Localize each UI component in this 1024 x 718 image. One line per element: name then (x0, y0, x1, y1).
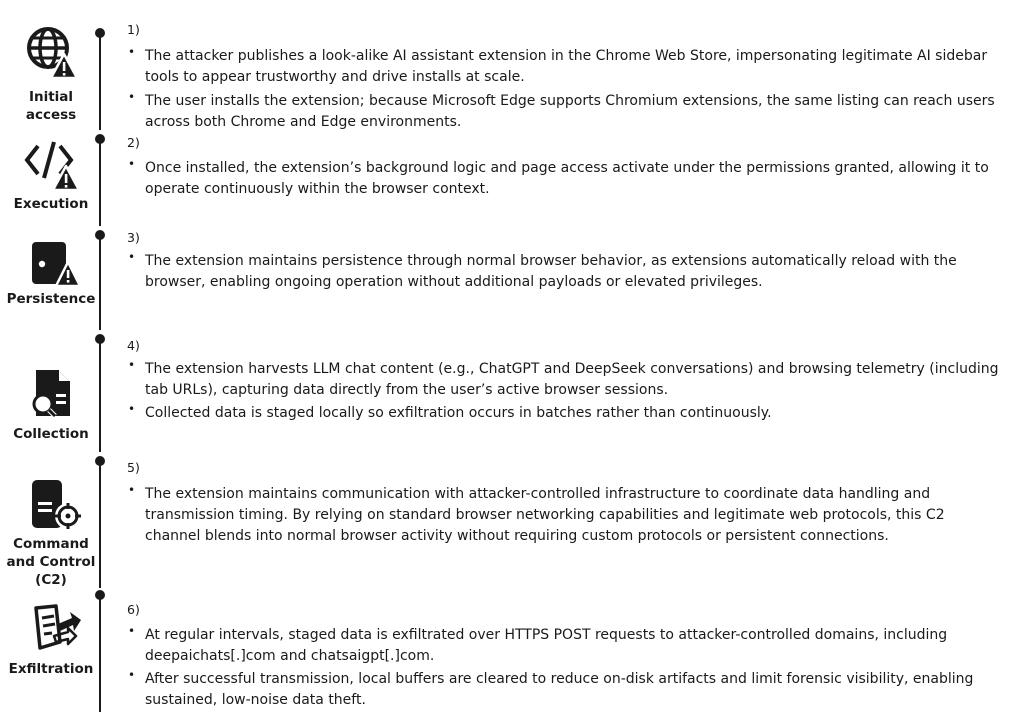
stage-label-persistence: Persistence (6, 291, 96, 307)
stage-label-command-and-control: Command and Control (C2) (6, 536, 96, 588)
step-bullet: • The user installs the extension; because Microsoft Edge supports Chromium extensions, the same listing can reach users across both Chrome and Edge environments. (128, 91, 1008, 133)
step-bullet: • The extension maintains communication with attacker-controlled infrastructure to coordinate data handling and transmission timing. By relying on standard browser networking capabilities and legitimate web protocols, this C2 channel blends into normal browser activity without requiring custom protocols or persistent connections. (128, 484, 948, 547)
step-bullet: • The extension maintains persistence through normal browser behavior, as extensions automatically reload with the browser, enabling ongoing operation without additional payloads or elevated privileges. (128, 251, 1008, 293)
code-warning-icon (24, 140, 80, 192)
step-bullet: • The extension harvests LLM chat content (e.g., ChatGPT and DeepSeek conversations) and browsing telemetry (including tab URLs), capturing data directly from the user’s active browser sessions. (128, 359, 1008, 401)
step-bullet: • At regular intervals, staged data is exfiltrated over HTTPS POST requests to attacker-controlled domains, including deepaichats[.]com and chatsaigpt[.]com. (128, 625, 1008, 667)
server-warning-icon (30, 240, 80, 288)
timeline-segment (99, 594, 101, 712)
step-number: 2) (127, 135, 140, 150)
step-bullet: • Once installed, the extension’s background logic and page access activate under the permissions granted, allowing it to operate continuously within the browser context. (128, 158, 1008, 200)
timeline-dot (95, 134, 105, 144)
timeline-segment (99, 234, 101, 330)
step-number: 3) (127, 230, 140, 245)
globe-warning-icon (26, 24, 78, 80)
step-number: 5) (127, 460, 140, 475)
stage-label-initial-access: Initial access (25, 89, 77, 123)
step-number: 6) (127, 602, 140, 617)
timeline-dot (95, 334, 105, 344)
step-bullet: • The attacker publishes a look-alike AI assistant extension in the Chrome Web Store, impersonating legitimate AI sidebar tools to appear trustworthy and drive installs at scale. (128, 46, 1008, 88)
document-search-icon (28, 368, 76, 420)
server-target-icon (30, 478, 82, 534)
timeline-dot (95, 456, 105, 466)
timeline-dot (95, 590, 105, 600)
step-bullet: • Collected data is staged locally so exfiltration occurs in batches rather than continuously. (128, 403, 1008, 424)
step-bullet: • After successful transmission, local buffers are cleared to reduce on-disk artifacts and limit forensic visibility, enabling sustained, low-noise data theft. (128, 669, 1008, 711)
document-transfer-icon (28, 604, 82, 652)
stage-label-collection: Collection (13, 426, 89, 442)
stage-label-execution: Execution (13, 196, 89, 212)
timeline-dot (95, 230, 105, 240)
stage-label-exfiltration: Exfiltration (8, 661, 94, 677)
step-number: 1) (127, 22, 140, 37)
timeline-dot (95, 28, 105, 38)
step-number: 4) (127, 338, 140, 353)
